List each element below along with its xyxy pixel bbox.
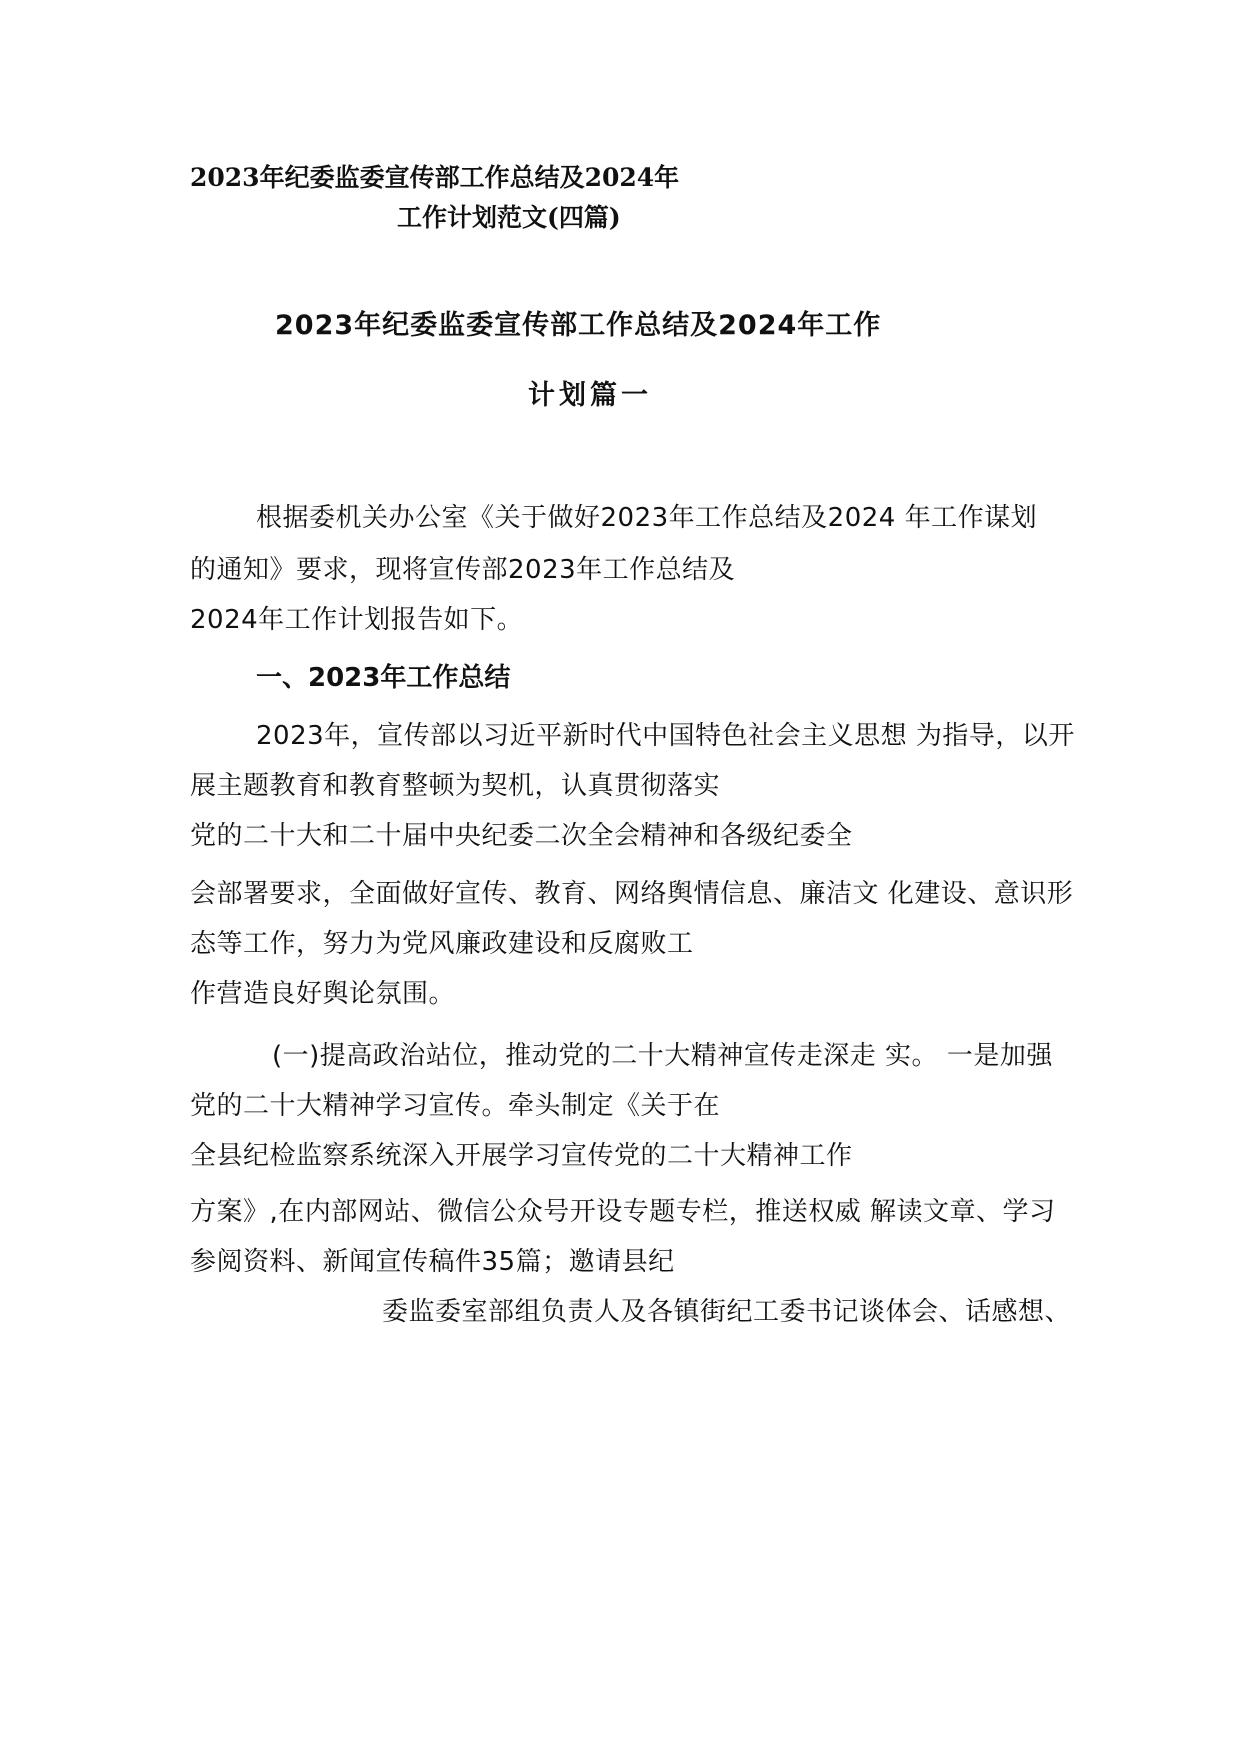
paragraph-line: 会部署要求，全面做好宣传、教育、网络舆情信息、廉洁文 化建设、意识形	[190, 879, 1074, 909]
paragraph-line: 根据委机关办公室《关于做好2023年工作总结及2024 年工作谋划	[256, 503, 1038, 533]
paragraph-line: 作营造良好舆论氛围。	[190, 979, 456, 1009]
document-title-line-2: 工作计划范文(四篇)	[397, 203, 621, 232]
paragraph-line: 参阅资料、新闻宣传稿件35篇；邀请县纪	[190, 1247, 675, 1277]
paragraph-line: 2023年，宣传部以习近平新时代中国特色社会主义思想 为指导，以开	[256, 721, 1075, 751]
section-title-line-1: 2023年纪委监委宣传部工作总结及2024年工作	[275, 310, 882, 341]
section-title-line-2: 计划篇一	[528, 380, 652, 411]
paragraph-line: 展主题教育和教育整顿为契机，认真贯彻落实	[190, 771, 721, 801]
paragraph-line: 党的二十大精神学习宣传。牵头制定《关于在	[190, 1091, 721, 1121]
paragraph-line: 委监委室部组负责人及各镇街纪工委书记谈体会、话感想、	[382, 1297, 1072, 1327]
paragraph-line: 2024年工作计划报告如下。	[190, 605, 524, 635]
document-title-line-1: 2023年纪委监委宣传部工作总结及2024年	[190, 163, 680, 192]
paragraph-line: 党的二十大和二十届中央纪委二次全会精神和各级纪委全	[190, 821, 853, 851]
paragraph-line: 的通知》要求，现将宣传部2023年工作总结及	[190, 555, 736, 585]
paragraph-line: 方案》,在内部网站、微信公众号开设专题专栏，推送权威 解读文章、学习	[190, 1197, 1056, 1227]
heading-2023-summary: 一、2023年工作总结	[256, 663, 511, 693]
paragraph-line: 全县纪检监察系统深入开展学习宣传党的二十大精神工作	[190, 1141, 853, 1171]
paragraph-line: (一)提高政治站位，推动党的二十大精神宣传走深走 实。 一是加强	[272, 1041, 1053, 1071]
paragraph-line: 态等工作，努力为党风廉政建设和反腐败工	[190, 929, 694, 959]
